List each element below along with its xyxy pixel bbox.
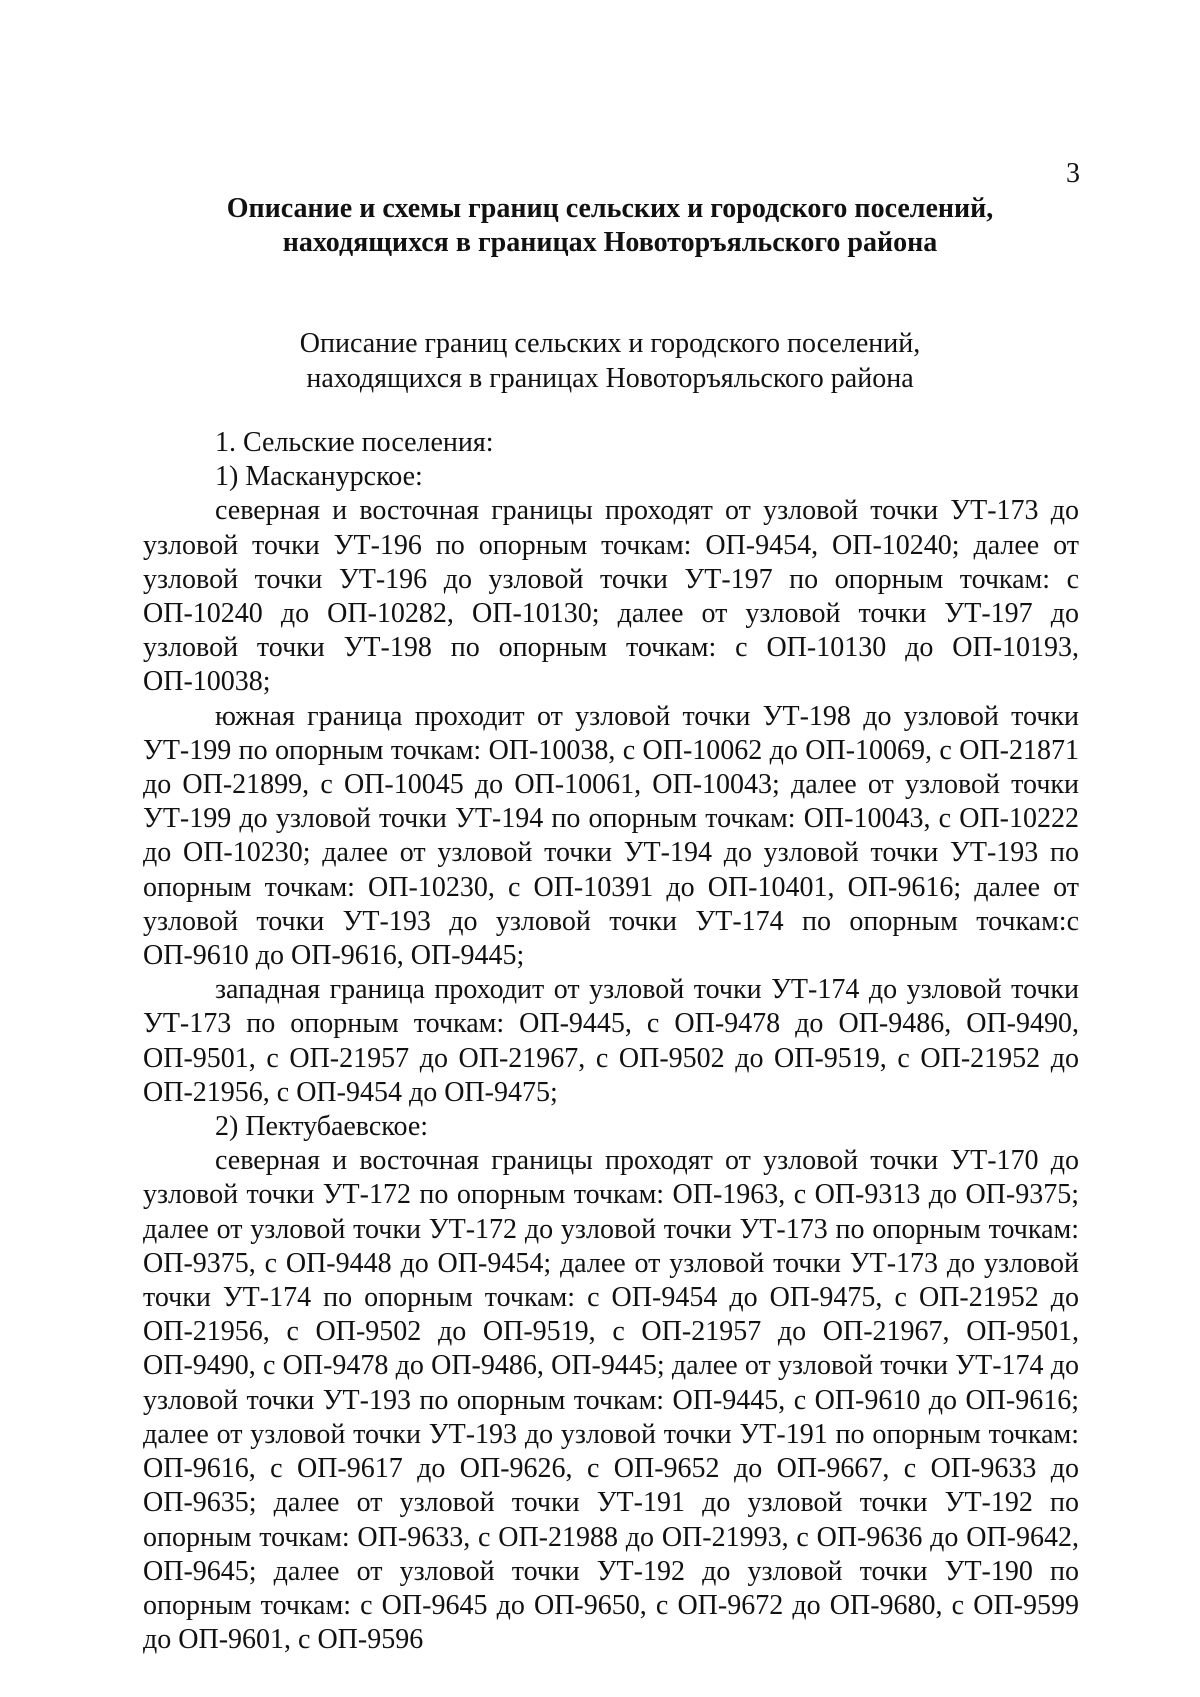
title-line-2: находящихся в границах Новоторъяльского района bbox=[282, 227, 938, 258]
boundary-paragraph: южная граница проходит от узловой точки УТ-198 до узловой точки УТ-199 по опорным точкам: ОП-10038, с ОП-10062 до ОП-10069, с ОП-21871 до ОП-21899, с ОП-10045 до ОП-10061, ОП-10043; далее от узловой точки УТ-199 до узловой точки УТ-194 по опорным точкам: ОП-10043, с ОП-10222 до ОП-10230; далее от узловой точки УТ-194 до узловой точки УТ-193 по опорным точкам: ОП-10230, с ОП-10391 до ОП-10401, ОП-9616; далее от узловой точки УТ-193 до узловой точки УТ-174 по опорным точкам:с ОП-9610 до ОП-9616, ОП-9445; bbox=[143, 700, 1079, 972]
section-subtitle bbox=[130, 326, 1090, 396]
document-body bbox=[143, 426, 1079, 1657]
section-heading: 1. Сельские поселения: bbox=[215, 427, 494, 458]
settlement-heading: 1) Масканурское: bbox=[215, 461, 423, 493]
boundary-paragraph: северная и восточная границы проходят от узловой точки УТ-170 до узловой точки УТ-172 по опорным точкам: ОП-1963, с ОП-9313 до ОП-9375; далее от узловой точки УТ-172 до узловой точки УТ-173 по опорным точкам: ОП-9375, с ОП-9448 до ОП-9454; далее от узловой точки УТ-173 до узловой точки УТ-174 по опорным точкам: с ОП-9454 до ОП-9475, с ОП-21952 до ОП-21956, с ОП-9502 до ОП-9519, с ОП-21957 до ОП-21967, ОП-9501, ОП-9490, с ОП-9478 до ОП-9486, ОП-9445; далее от узловой точки УТ-174 до узловой точки УТ-193 по опорным точкам: ОП-9445, с ОП-9610 до ОП-9616; далее от узловой точки УТ-193 до узловой точки УТ-191 по опорным точкам: ОП-9616, с ОП-9617 до ОП-9626, с ОП-9652 до ОП-9667, с ОП-9633 до ОП-9635; далее от узловой точки УТ-191 до узловой точки УТ-192 по опорным точкам: ОП-9633, с ОП-21988 до ОП-21993, с ОП-9636 до ОП-9642, ОП-9645; далее от узловой точки УТ-192 до узловой точки УТ-190 по опорным точкам: с ОП-9645 до ОП-9650, с ОП-9672 до ОП-9680, с ОП-9599 до ОП-9601, с ОП-9596 bbox=[143, 1145, 1079, 1656]
settlement-heading: 2) Пектубаевское: bbox=[215, 1111, 429, 1143]
subtitle-line-1: Описание границ сельских и городского поселений, bbox=[299, 328, 921, 359]
boundary-paragraph: западная граница проходит от узловой точки УТ-174 до узловой точки УТ-173 по опорным точкам: ОП-9445, с ОП-9478 до ОП-9486, ОП-9490, ОП-9501, с ОП-21957 до ОП-21967, с ОП-9502 до ОП-9519, с ОП-21952 до ОП-21956, с ОП-9454 до ОП-9475; bbox=[143, 974, 1079, 1108]
subtitle-line-2: находящихся в границах Новоторъяльского района bbox=[306, 363, 914, 394]
title-line-1: Описание и схемы границ сельских и городского поселений, bbox=[226, 193, 994, 224]
boundary-paragraph: северная и восточная границы проходят от узловой точки УТ-173 до узловой точки УТ-196 по опорным точкам: ОП-9454, ОП-10240; далее от узловой точки УТ-196 до узловой точки УТ-197 по опорным точкам: с ОП-10240 до ОП-10282, ОП-10130; далее от узловой точки УТ-197 до узловой точки УТ-198 по опорным точкам: с ОП-10130 до ОП-10193, ОП-10038; bbox=[143, 495, 1079, 698]
page-number: 3 bbox=[1066, 158, 1080, 189]
document-title bbox=[130, 192, 1090, 260]
